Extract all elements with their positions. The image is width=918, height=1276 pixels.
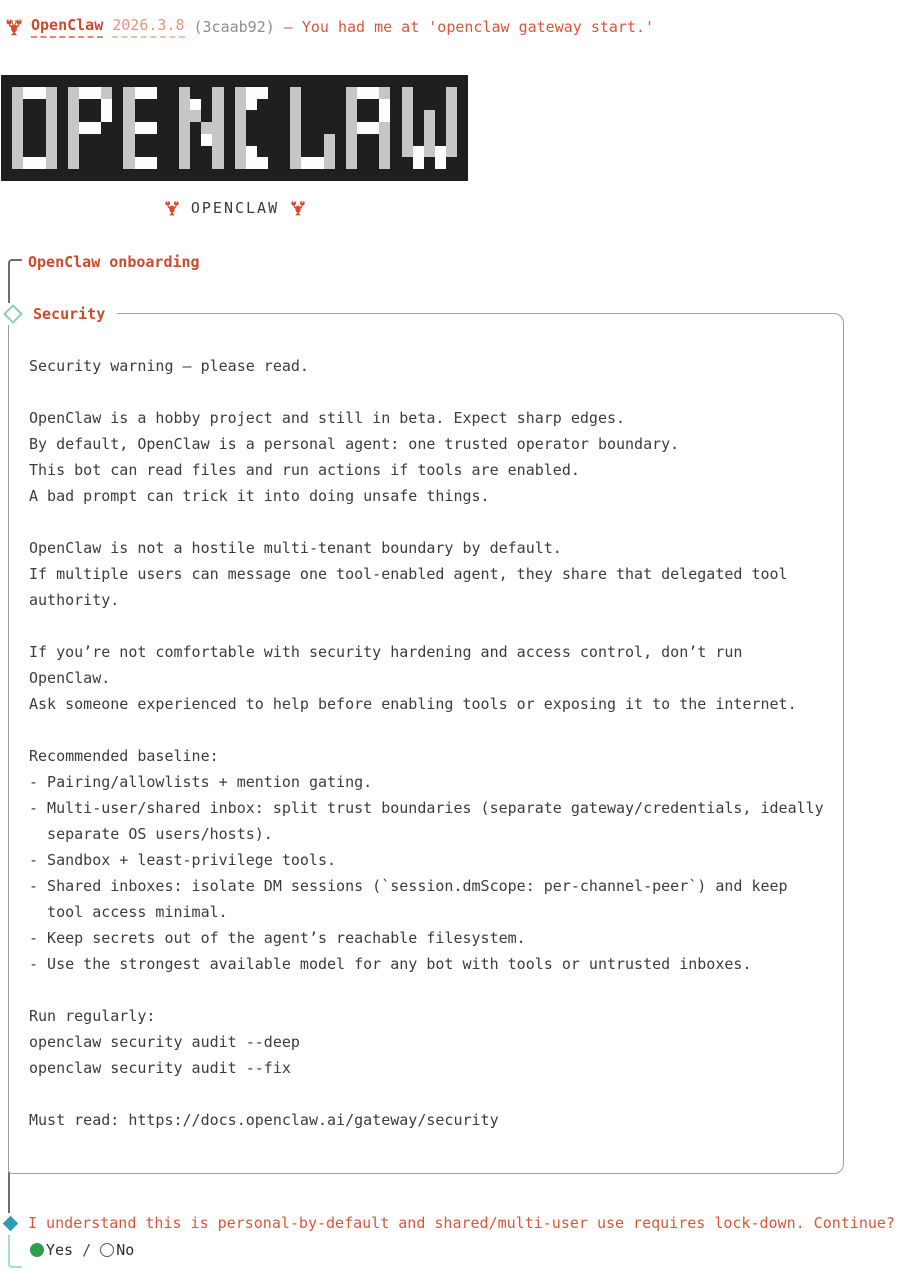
box-body-line: - Pairing/allowlists + mention gating.	[29, 773, 373, 791]
rail-corner-bottom	[8, 1235, 22, 1268]
rail-connector	[8, 1172, 10, 1213]
box-body-line	[29, 613, 831, 639]
box-body-line: - Multi-user/shared inbox: split trust boundaries (separate gateway/credentials, ideally	[29, 799, 824, 817]
box-body-line: openclaw security audit --deep	[29, 1033, 300, 1051]
box-body-line	[29, 509, 831, 535]
box-body-line: OpenClaw.	[29, 669, 111, 687]
section-title: Security	[25, 305, 117, 323]
option-separator: /	[73, 1241, 101, 1259]
lobster-icon	[290, 200, 306, 216]
lobster-icon	[5, 18, 23, 36]
box-body-line	[29, 717, 831, 743]
logo-caption	[1, 199, 469, 217]
box-body-line: By default, OpenClaw is a personal agent: one trusted operator boundary.	[29, 435, 680, 453]
onboarding-title: OpenClaw onboarding	[28, 253, 200, 271]
box-body-line: If you’re not comfortable with security hardening and access control, don’t run	[29, 643, 743, 661]
box-body-line: This bot can read files and run actions if tools are enabled.	[29, 461, 580, 479]
option-yes[interactable]	[30, 1241, 73, 1259]
logo-caption-text: OPENCLAW	[190, 199, 280, 217]
box-body-line: If multiple users can message one tool-enabled agent, they share that delegated tool	[29, 565, 788, 583]
box-body-line	[29, 379, 831, 405]
prompt-options	[30, 1240, 134, 1260]
box-body-line: - Use the strongest available model for any bot with tools or untrusted inboxes.	[29, 955, 752, 973]
option-label: No	[116, 1241, 135, 1259]
box-body	[29, 353, 831, 1133]
box-body-line	[29, 977, 831, 1003]
lobster-icon	[164, 200, 180, 216]
box-body-line: separate OS users/hosts).	[29, 825, 273, 843]
box-body-line: authority.	[29, 591, 120, 609]
box-body-line	[29, 1081, 831, 1107]
box-body-line: openclaw security audit --fix	[29, 1059, 291, 1077]
diamond-filled-icon	[2, 1214, 18, 1232]
box-body-line: OpenClaw is a hobby project and still in beta. Expect sharp edges.	[29, 409, 626, 427]
app-tagline: — You had me at 'openclaw gateway start.'	[283, 18, 655, 36]
box-body-line: Security warning — please read.	[29, 357, 309, 375]
box-body-line: Must read: https://docs.openclaw.ai/gateway/security	[29, 1111, 499, 1129]
status-line	[5, 16, 654, 38]
box-body-line: A bad prompt can trick it into doing unsafe things.	[29, 487, 490, 505]
confirm-prompt	[2, 1214, 895, 1232]
rail-corner-top	[8, 259, 22, 305]
radio-unselected-icon	[100, 1243, 114, 1257]
box-body-line: - Shared inboxes: isolate DM sessions (`session.dmScope: per-channel-peer`) and keep	[29, 877, 788, 895]
diamond-outline-icon	[1, 303, 25, 325]
security-note-box	[8, 305, 844, 1174]
option-label: Yes	[46, 1241, 74, 1259]
prompt-question: I understand this is personal-by-default and shared/multi-user use requires lock-down. Continue?	[28, 1214, 895, 1232]
box-body-line: tool access minimal.	[29, 903, 228, 921]
app-version: 2026.3.8	[112, 16, 184, 38]
box-body-line: Run regularly:	[29, 1007, 156, 1025]
option-no[interactable]	[100, 1241, 134, 1259]
security-section-header	[1, 303, 117, 325]
app-name: OpenClaw	[31, 16, 103, 38]
box-body-line: Ask someone experienced to help before enabling tools or exposing it to the internet.	[29, 695, 797, 713]
box-body-line: Recommended baseline:	[29, 747, 219, 765]
box-body-line: - Sandbox + least-privilege tools.	[29, 851, 337, 869]
box-body-line: OpenClaw is not a hostile multi-tenant boundary by default.	[29, 539, 562, 557]
radio-selected-icon	[30, 1243, 44, 1257]
box-body-line: - Keep secrets out of the agent’s reachable filesystem.	[29, 929, 526, 947]
logo-pixel-art	[1, 75, 468, 181]
commit-hash: (3caab92)	[193, 18, 275, 36]
